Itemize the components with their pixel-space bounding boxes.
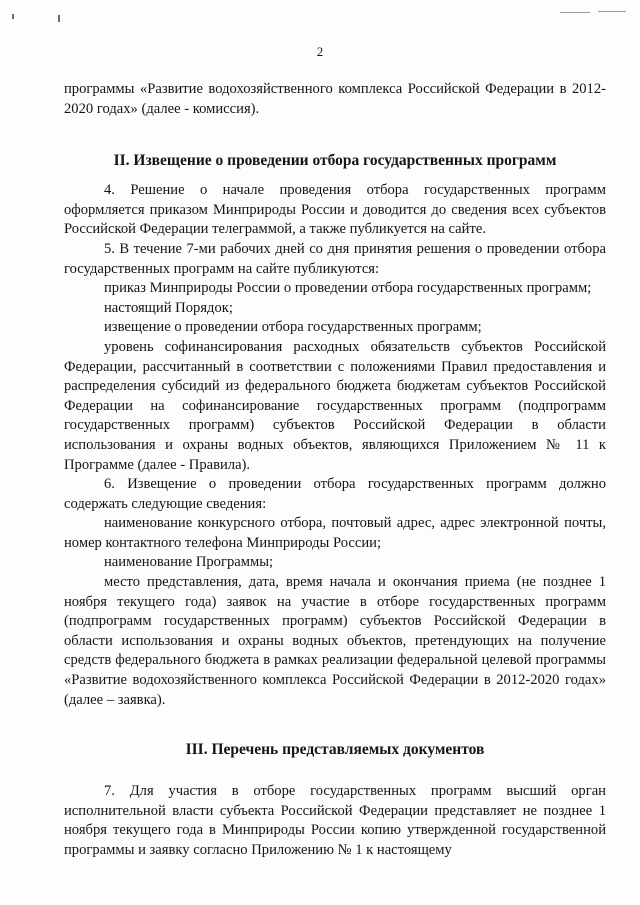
paragraph-4: 4. Решение о начале проведения отбора государственных программ оформляется приказом Минприроды России и доводится до сведения всех субъектов Российской Федерации телеграммой, а также публикуется на сайте. xyxy=(64,182,606,238)
scan-artifact xyxy=(598,11,626,12)
list-item-submission: место представления, дата, время начала и окончания приема (не позднее 1 ноября текущего года) заявок на участие в отборе государственных программ (подпрограмм государственных программ) субъектов Российской Федерации в области использования и охраны водных объектов, претендующих на получение средств федерального бюджета в рамках реализации федеральной целевой программы «Развитие водохозяйственного комплекса Российской Федерации в 2012-2020 годах» (далее – заявка). xyxy=(64,574,606,708)
list-item-contest-name: наименование конкурсного отбора, почтовый адрес, адрес электронной почты, номер контактного телефона Минприроды России; xyxy=(64,515,606,551)
page-number: 2 xyxy=(316,44,324,59)
scan-artifact xyxy=(12,14,14,19)
intro-paragraph: программы «Развитие водохозяйственного комплекса Российской Федерации в 2012-2020 годах» (далее - комиссия). xyxy=(64,81,606,117)
list-item-program-name: наименование Программы; xyxy=(104,554,274,571)
scan-artifact xyxy=(560,12,590,13)
paragraph-5: 5. В течение 7-ми рабочих дней со дня принятия решения о проведении отбора государственных программ на сайте публикуются: xyxy=(64,240,606,277)
list-item-procedure: настоящий Порядок; xyxy=(104,299,233,316)
section-heading-3: III. Перечень представляемых документов xyxy=(185,741,485,759)
document-body xyxy=(64,80,606,861)
paragraph-7: 7. Для участия в отборе государственных программ высший орган исполнительной власти субъекта Российской Федерации представляет не позднее 1 ноября текущего года в Минприроды России копию утвержденной государственной программы и заявку согласно Приложению № 1 к настоящему xyxy=(64,783,606,858)
list-item-notice: извещение о проведении отбора государственных программ; xyxy=(104,319,482,336)
list-item-cofinancing: уровень софинансирования расходных обязательств субъектов Российской Федерации, рассчитанный в соответствии с положениями Правил предоставления и распределения субсидий из федерального бюджета бюджетам субъектов Российской Федерации на софинансирование государственных программ (подпрограмм государственных программ) субъектов Российской Федерации в области использования и охраны водных объектов, являющихся Приложением № 11 к Программе (далее - Правила). xyxy=(64,338,606,473)
section-heading-2: II. Извещение о проведении отбора государственных программ xyxy=(113,152,557,170)
scan-artifact xyxy=(58,15,60,22)
paragraph-6: 6. Извещение о проведении отбора государственных программ должно содержать следующие сведения: xyxy=(64,476,606,512)
list-item-order: приказ Минприроды России о проведении отбора государственных программ; xyxy=(104,280,592,297)
